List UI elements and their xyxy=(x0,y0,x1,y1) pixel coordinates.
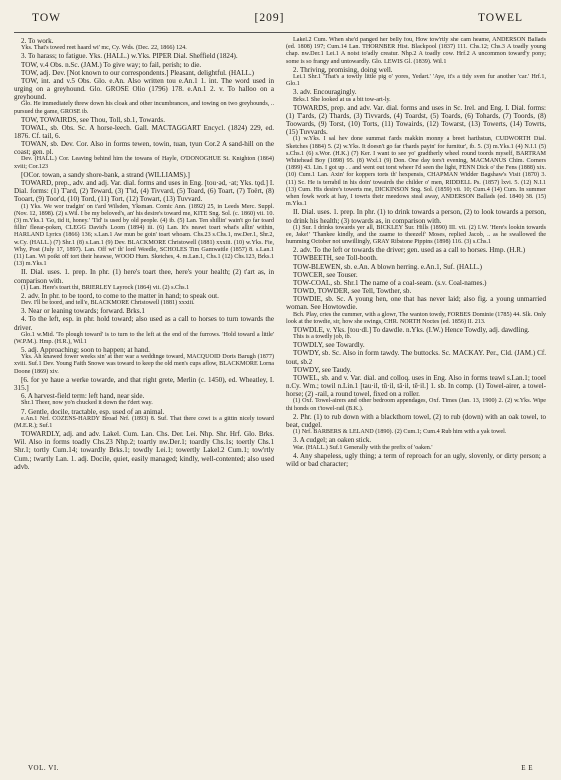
entry-paragraph: TOWDLY, see Towardly. xyxy=(293,341,365,350)
citation-paragraph: (1) Nrf. BARBERS & LELAND (1890). (2) Cum.1; Cum.4 Rub him with a yak towel. xyxy=(293,429,507,436)
citation-paragraph: Dev. (HALL.) Cor. Leaving behind him the towans of Hayle, O'DONOGHUE St. Knighton (1864) xviii; Cor.123 xyxy=(14,156,274,170)
entry-paragraph: [6. for ye haue a werke towarde, and that right grete, Merlin (c. 1450), ed. Wheatley, I. 315.] xyxy=(14,375,274,393)
citation-paragraph: Glo.1 w.Mid. 'To plough toward' is to turn to the left at the end of the furrows. 'Hold toward a little' (W.P.M.). Hmp. (H.R.), Wil.1 xyxy=(14,331,274,345)
entry-paragraph: [OCor. towan, a sandy shore-bank, a strand (WILLIAMS).] xyxy=(21,170,190,179)
entry-paragraph: TOWARDS, prep. and adv. Var. dial. forms and uses in Sc. Irel. and Eng. I. Dial. forms: (1) T'ards, (2) Thards, (3) Tivvards, (4) Toardst, (5) Toards, (6) Tohards, (7) Toords, (8) Toowards, (9) Torst, (10) Torts, (11) Towairds, (12) Towarst, (13) Towerts, (14) Towrts, (15) Tuvvards. xyxy=(286,103,546,137)
entry-paragraph: TOWDY, see Taudy. xyxy=(293,365,352,374)
entry-paragraph: 6. A harvest-field term: left hand, near side. xyxy=(21,392,145,401)
entry-paragraph: TOWDLE, v. Yks. [tou·dl.] To dawdle. n.Yks. (I.W.) Hence Towdly, adj. dawdling. xyxy=(293,325,530,334)
entry-paragraph: TOWDY, sb. Sc. Also in form tawdy. The buttocks. Sc. MACKAY. Per., Cld. (JAM.) Cf. tout, sb.2 xyxy=(286,349,546,366)
header-right-word: TOWEL xyxy=(477,12,523,24)
citation-paragraph: This is a towdly job, ib. xyxy=(293,334,352,341)
entry-paragraph: TOW, adj. Dev. [Not known to our correspondents.] Pleasant, delightful. (HALL.) xyxy=(21,68,254,77)
citation-paragraph: Dev. I'll be toord, and tell'e, BLACKMORE Christowell (1881) xxxiii. xyxy=(21,300,195,307)
citation-paragraph: (1) Oxf. Towel-airers and other bedroom appendages, Oxf. Times (Jan. 13, 1900) 2. (2) w.Yks. Wipe thi honds on t'towel-rail (B.K.). xyxy=(286,398,546,412)
citation-paragraph: Glo. He immediately threw down his cloak and other incumbrances, and towing on two greyhounds, .. pursued the game, GROSE ib. xyxy=(14,101,274,115)
entry-paragraph: TOWARD, prep., adv. and adj. Var. dial. forms and uses in Eng. [tou·əd, ·at; Yks. tǫd.] I. Dial. forms: (1) T'ard, (2) Teward, (3) T'id, (4) Tivvard, (5) Toard, (6) Toart, (7) Toërt, (8) Tooart, (9) Toor'd, (10) Tord, (11) Tort, (12) Towart, (13) Tuvvard. xyxy=(14,179,274,204)
page-number: [209] xyxy=(254,12,285,24)
entry-paragraph: TOW-BLEWEN, sb. e.An. A blown herring. e.An.1, Suf. (HALL.) xyxy=(293,262,483,271)
citation-paragraph: Lakel.2 Cum. When she'd panged her belly fou, How tow'rtly she cam heame, ANDERSON Ballads (ed. 1808) 197; Cum.14 Lan. THORNBER Hist. Blackpool (1837) 111. Chs.12; Chs.3 A toadly young chap. nw.Der.1 Lei.1 A noist to'adly creatur. Nhp.2 A toadly cow. Hrf.2 A uncommon toward'y pony; some is so frangy and untowardly. Glo. LEWIS Gl. (1839). Wil.1 xyxy=(286,37,546,65)
left-column xyxy=(14,37,274,752)
entry-paragraph: TOWBEETH, see Toll-booth. xyxy=(293,254,378,263)
citation-paragraph: Lei.1 Shr.1 'That's a towtly little pig o' yores, Yedart.' 'Aye, it's a tidy sven fur another 'car.' Hrf.1, Glo.1 xyxy=(286,73,546,88)
entry-paragraph: TOWAN, sb. Dev. Cor. Also in forms tewen, towin, tuan, tyun Cor.2 A sand-hill on the coast; gen. pl. xyxy=(14,140,274,157)
signature-mark: E E xyxy=(521,764,533,772)
entry-paragraph: TOWD, TOWDER, see Tell, Towther, sb. xyxy=(293,287,412,296)
page-footer xyxy=(28,764,533,772)
citation-paragraph: Brks.1 She looked at us a bit tow-art-ly. xyxy=(293,96,391,103)
citation-paragraph: e.An.1 Nrf. COZENS-HARDY Broad Nrf. (1893) 8. Suf. That there cowt is a gittin nicely toward (M.E.R.); Suf.1 xyxy=(14,415,274,429)
entry-paragraph: TOWAL, sb. Obs. Sc. A horse-leech. Gall. MACTAGGART Encycl. (1824) 229, ed. 1876. Cf. tail, 6. xyxy=(14,123,274,141)
entry-paragraph: TOW, int. and v.5 Obs. Glo. e.An. Also written tou e.An.1 1. int. The word used in urging on a greyhound. Glo. GROSE Olio (1796) 178. e.An.1 2. v. To halloo on a greyhound. xyxy=(14,76,274,102)
entry-paragraph: TOWARDLY, adj. and adv. Lakel. Cum. Lan. Chs. Der. Lei. Nhp. Shr. Hrf. Glo. Brks. Wil. Also in forms toadly Chs.23 Nhp.2; toartly nw.Der.1; toardly Chs.1s; toertly Chs.1 Shr.1; tortly Cum.14; towardly Brks.1; towdly Lei.1; towertly Lakel.2 Cum.1; tow'rtly Cum.; twartly Lan. 1. adj. Docile, quiet, easily managed; kindly, well-contented; also used advb. xyxy=(14,430,274,471)
entry-paragraph: 2. Thriving, promising, doing well. xyxy=(293,65,393,74)
entry-paragraph: 4. To the left, esp. in phr. hold toward; also used as a call to horses to turn towards the driver. xyxy=(14,315,274,332)
text-columns xyxy=(14,37,547,752)
citation-paragraph: Yks. Ah knawed fower weeks sin' at ther war a weddinge toward, MACQUOID Doris Barugh (1877) xviii. Suf.1 Dev. Young Faith Snowe was toward to keep the old men's cups aflow, BLACKMORE Lorna Doone (1869) xiv. xyxy=(14,354,274,375)
entry-paragraph: 2. Phr. (1) to rub down with a blackthorn towel, (2) to rub (down) with an oak towel, to beat, cudgel. xyxy=(286,412,546,429)
citation-paragraph: Yks. That's towed reet haard wi' mc, Cy. Wds. (Dec. 22, 1866) 124. xyxy=(21,45,187,52)
entry-paragraph: TOW, TOWAIRDS, see Thou, Toll, sb.1, Towards. xyxy=(21,115,165,124)
right-column xyxy=(286,37,546,752)
entry-paragraph: 7. Gentle, docile, tractable, esp. used of an animal. xyxy=(21,407,165,416)
header-left-word: TOW xyxy=(32,12,61,24)
citation-paragraph: (1) Yks. We wor tradgin' on t'ard Wilsden, Yksman. Comic Ann. (1892) 25, in Leeds Merc. Suppl. (Nov. 12, 1898). (2) s.Wil. I be my beloved's, an' his desire's toward me, KITE Sng. Sol. (c. 1860) vii. 10. (3) m.Yks.1 'Go, tid it, honey.' 'Tid' is used by old people. (4) ib. (5) Lan. Ten shillin' wain't go far toard fillin' fleear-poken, CLEGG David's Loom (1894) iii. (6) Lan. It's neawt toart what's allin' within, HARLAND Lyrics (1866) 136; s.Lan.1 Aw mun be goin' toart whoam. Chs.23 s.Chs.1, nw.Der.1, Shr.2, w.Cy. (HALL.) (7) Shr.1 (8) s.Lan.1 (9) Dev. BLACKMORE Christowell (1881) xxxiii. (10) w.Yks. Fie, Why, Post (July 17, 1897). Lan. Off wi' th' lord Weedle, SCHOLES Tim Gamwattle (1857) 8. s.Lan.1 (11) Lan. Wi poikt off tort their heawse, WOOD Hum. Sketches, 4. m.Lan.1, Chs.1 (12) Chs.123, Brks.1 (13) m.Yks.1 xyxy=(14,203,274,268)
entry-paragraph: TOW-COAL, sb. Shr.1 The name of a coal-seam. (s.v. Coal-names.) xyxy=(293,278,487,287)
entry-paragraph: 2. adv. To the left or towards the driver; gen. used as a call to horses. Hmp. (H.R.) xyxy=(293,246,526,255)
header-rule xyxy=(14,32,547,33)
entry-paragraph: 3. A cudgel; an oaken stick. xyxy=(293,436,372,445)
entry-paragraph: 5. adj. Approaching; soon to happen; at hand. xyxy=(21,346,150,355)
entry-paragraph: 3. adv. Encouragingly. xyxy=(293,88,357,97)
running-header xyxy=(14,12,547,30)
entry-paragraph: II. Dial. uses. 1. prep. In phr. (1) here's toart thee, here's your health; (2) t'art as, in comparison with. xyxy=(14,268,274,285)
entry-paragraph: 3. Near or leaning towards; forward. Brks.1 xyxy=(21,307,145,316)
citation-paragraph: (1) Sur. I drinks towards yer all, BICKLEY Sur. Hills (1890) III. vii. (2) I.W. 'Here's lookin towards ee, Jake!' 'Thankee kindly, and the zaame to theezelf' Moses, replied Jacob, .. as he swallowed the humming October not unwillingly, GRAY Ribstone Pippins (1898) 116. (3) s.Chs.1 xyxy=(286,224,546,246)
entry-paragraph: 3. To harass; to fatigue. Yks. (HALL.) w.Yks. PIPER Dial. Sheffield (1824). xyxy=(21,52,238,61)
entry-paragraph: TOWEL, sb. and v. Var. dial. and colloq. uses in Eng. Also in forms teawl s.Lan.1; tooel n.Cy. Wm.; towil n.Lin.1 [tau·il, tū·il, tā·il, tē·il.] 1. sb. In comp. (1) Towel-airer, a towel-horse; (2) -rail, a round towel, fixed on a roller. xyxy=(286,373,546,399)
entry-paragraph: 4. Any shapeless, ugly thing; a term of reproach for an ugly, slovenly, or dirty person; a wild or bad character; xyxy=(286,451,546,468)
entry-paragraph: II. Dial. uses. 1. prep. In phr. (1) to drink towards a person, (2) to look towards a person, to drink his health; (3) towards as, in comparison with. xyxy=(286,208,546,225)
citation-paragraph: (1) w.Yks. I sal hev done summat t'ards makkin monny a breet harthstun, CUDWORTH Dial. Sketches (1884) 5. (2) w.Yks. It doesn't go far t'hards payin' for furnitur', ib. 5. (3) m.Yks.1 (4) N.I.1 (5) s.Chs.1 (6) s.Wor. (H.K.) (7) Ker. I want to see yo' gradtherly wheel round toords myself, BARTRAM Whitehead Boy (1898) 95. (8) Wxf.1 (9) Don. One day tors't evening, MACMANUS Chim. Corners (1899) 43. Lin. I got up . . and went out torst wheer I'd seen the light, FENN Dick o' the Fens (1888) xix. (10) Cum.1 Lan. Axin' for koppers torts th' hexpensis, CHAPMAN Widder Bagshaw's Visit (1870) 3. (11) Sc. He is terrabil in his doin' towairds the childer o' men, RIDDELL Ps. (1857) lxvi. 5. (12) N.I.1 (13) Cum. His desire's towerts me, DICKINSON Sng. Sol. (1859) vii. 10; Cum.4 (14) Cum. In summer when fowk work at hay, I towrts their meedows steal away, ANDERSON Ballads (ed. 1840) 38. (15) m.Yks.1 xyxy=(286,136,546,208)
entry-paragraph: TOWDIE, sb. Sc. A young hen, one that has never laid; also fig. a young unmarried woman. See Howtowdie. xyxy=(286,295,546,312)
citation-paragraph: Shr.1 Theer, now yo'n chucked it down the t'dert way. xyxy=(21,400,153,407)
entry-paragraph: TOWCER, see Touser. xyxy=(293,270,358,279)
entry-paragraph: TOW, v.4 Obs. n.Sc. (JAM.) To give way; to fail, perish; to die. xyxy=(21,60,202,69)
citation-paragraph: Bch. Play, cries the cummer, with a glowr, The wanton towdy, FORBES Dominie (1785) 44. Slk. Only look at the towdie, sir, how she swings, CHR. NORTH Noctes (ed. 1856) II. 213. xyxy=(286,311,546,325)
entry-paragraph: 2. To work. xyxy=(21,37,54,45)
volume-label: VOL. VI. xyxy=(28,764,59,772)
citation-paragraph: War. (HALL.) Suf.1 Generally with the prefix of 'oaken.' xyxy=(293,444,433,451)
entry-paragraph: 2. adv. In phr. to be toord, to come to the matter in hand; to speak out. xyxy=(21,291,219,300)
citation-paragraph: (1) Lan. Here's toart thi, BRIERLEY Layrock (1864) vii. (2) s.Chs.1 xyxy=(21,284,190,291)
